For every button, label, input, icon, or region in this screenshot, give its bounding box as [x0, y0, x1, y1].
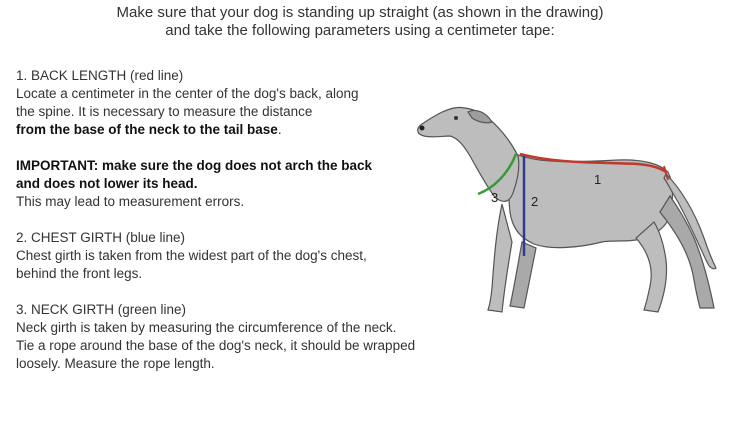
neck-girth-text-1: Neck girth is taken by measuring the circumference of the neck.	[16, 320, 397, 335]
back-length-text-3	[16, 121, 446, 139]
important-text-1: IMPORTANT: make sure the dog does not arch the back	[16, 158, 373, 173]
neck-girth-text-3: loosely. Measure the rope length.	[16, 356, 215, 371]
dog-eye	[454, 116, 458, 120]
intro-text	[0, 4, 720, 40]
dog-measurement-drawing	[398, 92, 728, 352]
chest-girth-text-1: Chest girth is taken from the widest part of the dog's chest,	[16, 248, 367, 263]
back-length-period: .	[277, 122, 282, 137]
important-section	[16, 157, 446, 211]
intro-line-1: Make sure that your dog is standing up straight (as shown in the drawing)	[116, 4, 604, 21]
intro-line-2: and take the following parameters using a centimeter tape:	[165, 22, 555, 39]
important-text-2: and does not lower its head.	[16, 176, 198, 191]
back-length-bold-b: to the tail base	[183, 122, 278, 137]
neck-girth-title: 3. NECK GIRTH (green line)	[16, 302, 187, 317]
back-length-text-2: the spine. It is necessary to measure the distance	[16, 104, 313, 119]
neck-girth-text-2: Tie a rope around the base of the dog's neck, it should be wrapped	[16, 338, 416, 353]
back-length-section	[16, 67, 446, 139]
neck-girth-section	[16, 301, 446, 373]
chest-girth-section	[16, 229, 446, 283]
back-length-label: 1	[594, 172, 602, 187]
chest-girth-label: 2	[531, 194, 539, 209]
back-length-title: 1. BACK LENGTH (red line)	[16, 68, 184, 83]
back-length-bold-a: from the base of the neck	[16, 122, 184, 137]
instructions	[16, 67, 446, 391]
back-length-text-1: Locate a centimeter in the center of the dog's back, along	[16, 86, 359, 101]
neck-girth-label: 3	[491, 190, 499, 205]
dog-nose	[420, 126, 425, 131]
chest-girth-title: 2. CHEST GIRTH (blue line)	[16, 230, 186, 245]
chest-girth-text-2: behind the front legs.	[16, 266, 143, 281]
dog-silhouette	[418, 107, 716, 312]
important-text-3: This may lead to measurement errors.	[16, 194, 245, 209]
